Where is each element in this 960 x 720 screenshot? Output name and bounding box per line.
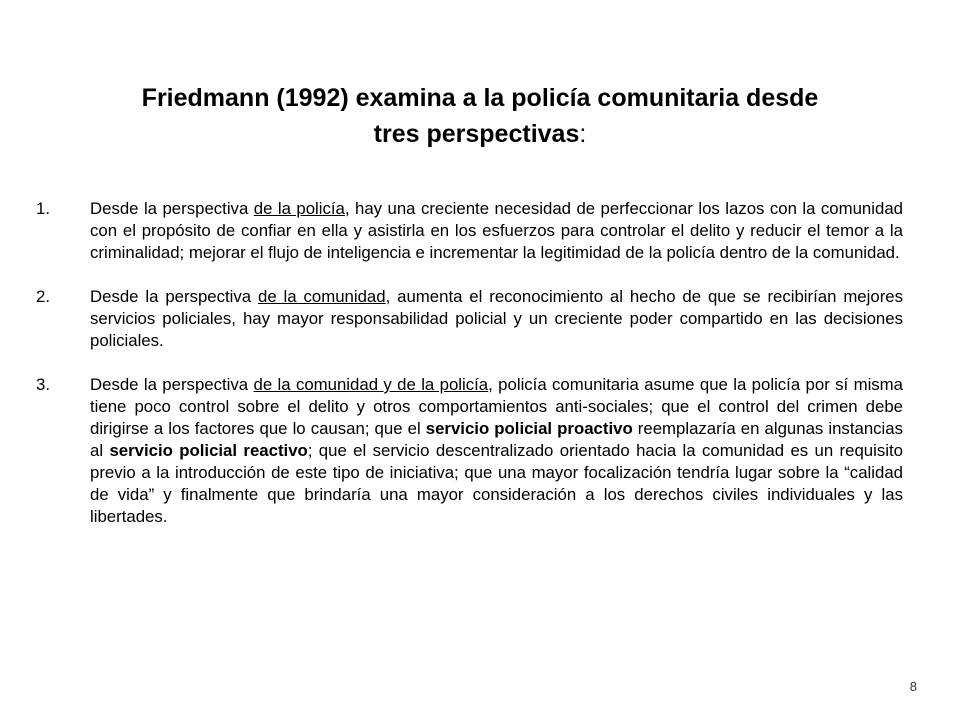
title-colon: : — [579, 120, 587, 148]
list-item-number: 1. — [36, 199, 50, 218]
item-text: Desde la perspectiva — [90, 287, 259, 306]
page-number: 8 — [909, 679, 917, 694]
item-text: , policía comunitaria asume que la policía por sí misma tiene poco control sobre el delito y otros comportamientos anti-sociales; que el control del crimen debe dirigirse a los factores que lo causan; que el — [90, 375, 903, 438]
underlined-phrase: de la policía — [253, 199, 345, 218]
item-text: , aumenta el reconocimiento al hecho de que se recibirían mejores servicios policiales, hay mayor responsabilidad policial y un creciente poder compartido en las decisiones policiales. — [90, 287, 904, 350]
bold-phrase: servicio policial reactivo — [109, 441, 308, 460]
item-text: reemplazaría en algunas instancias al — [90, 419, 903, 460]
item-text: , hay una creciente necesidad de perfeccionar los lazos con la comunidad con el propósito de confiar en ella y asistirla en los esfuerzos para controlar el delito y reducir el temor a la criminalidad; mejorar el flujo de inteligencia e incrementar la legitimidad de la policía dentro de la comunidad. — [90, 199, 903, 262]
underlined-phrase: de la comunidad y de la policía — [253, 375, 489, 394]
slide-title — [80, 80, 880, 152]
perspectives-list — [36, 198, 903, 528]
underlined-phrase: de la comunidad — [258, 287, 386, 306]
title-line-1: Friedmann (1992) examina a la policía comunitaria desde — [141, 84, 819, 112]
list-item-number: 2. — [36, 287, 50, 306]
item-text: ; que el servicio descentralizado orientado hacia la comunidad es un requisito previo a la introducción de este tipo de iniciativa; que una mayor focalización tendría lugar sobre la “calidad de vida” y finalmente que brindaría una mayor consideración a los derechos civiles individuales y las libertades. — [90, 441, 903, 526]
bold-phrase: servicio policial proactivo — [425, 419, 633, 438]
list-item-number: 3. — [36, 375, 50, 394]
item-text: Desde la perspectiva — [90, 375, 254, 394]
title-line-2 — [80, 116, 880, 152]
list-item-police — [36, 198, 903, 264]
list-item-community-and-police — [36, 374, 903, 528]
title-line-2-text: tres perspectivas — [373, 120, 580, 148]
item-text: Desde la perspectiva — [90, 199, 254, 218]
list-item-community — [36, 286, 903, 352]
